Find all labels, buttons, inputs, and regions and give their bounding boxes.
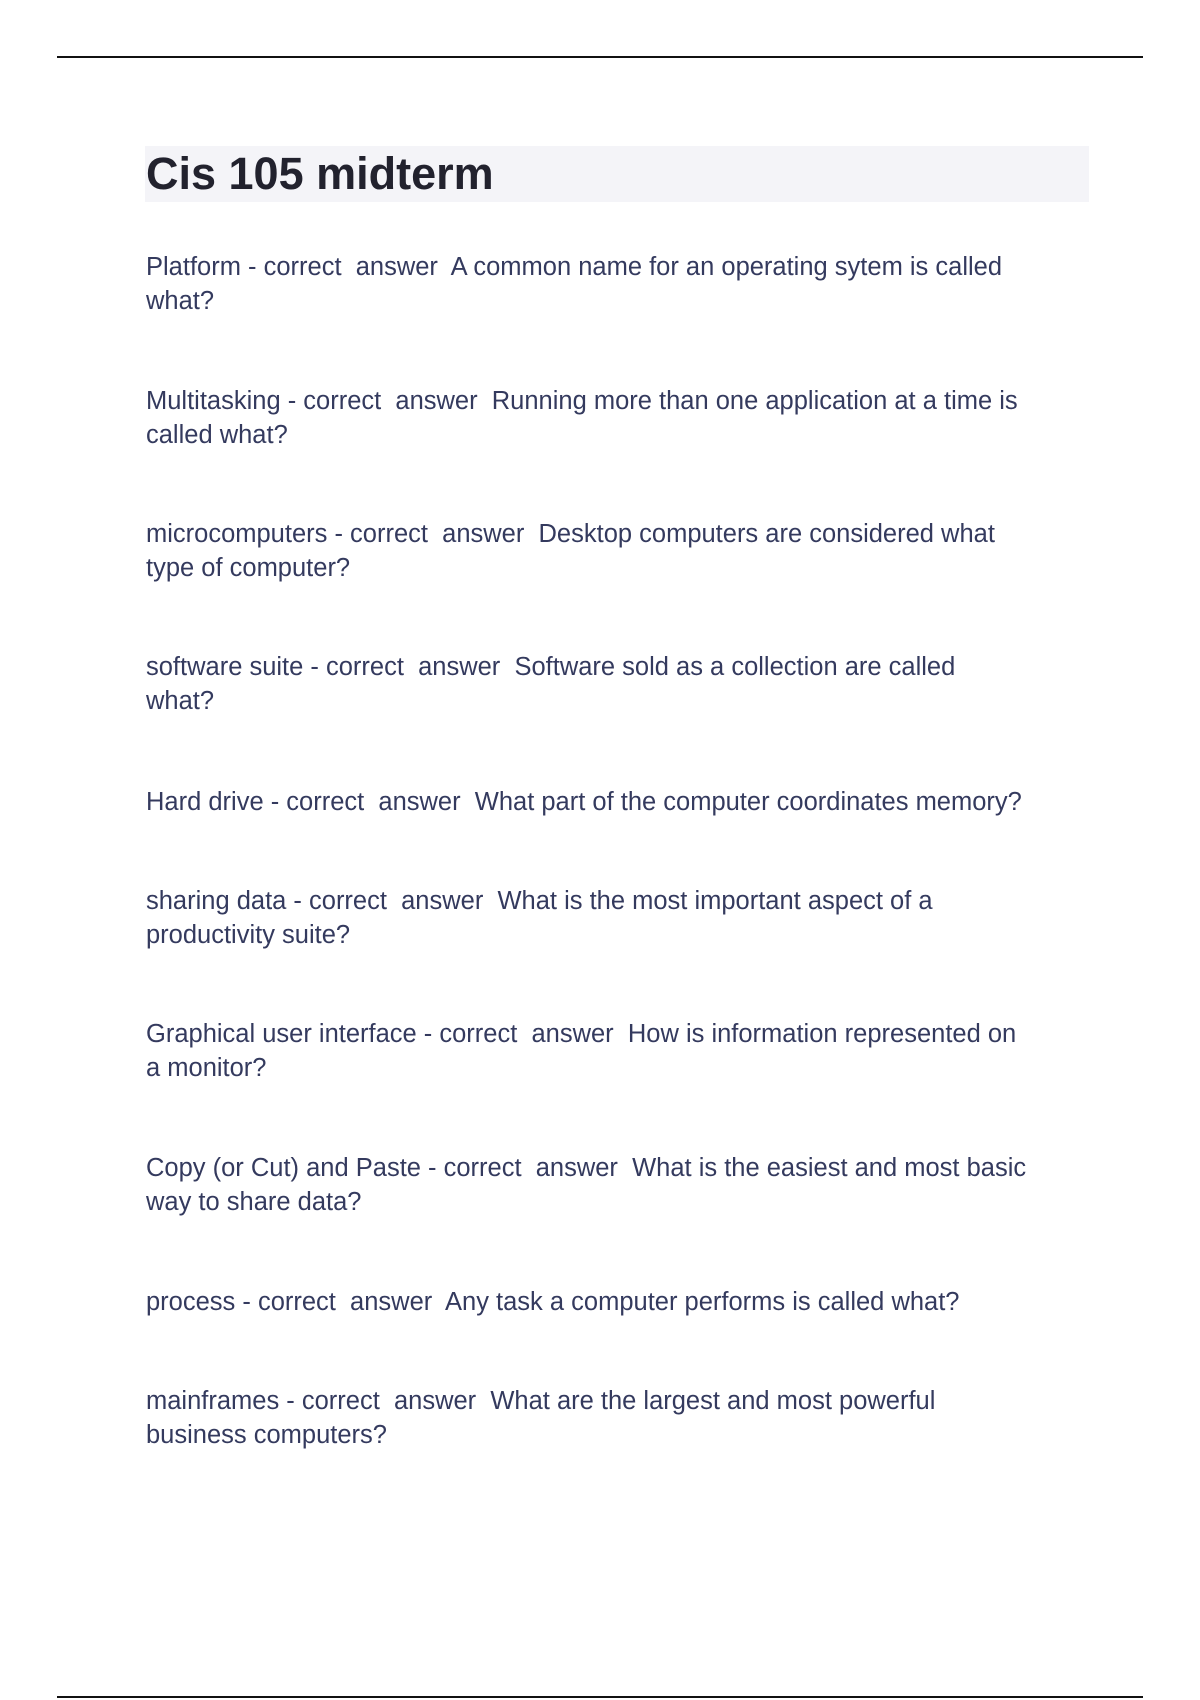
top-rule (57, 56, 1143, 58)
qa-item-sharing-data: sharing data - correct answer What is the most important aspect of a productivity suite? (146, 887, 933, 949)
bottom-rule (57, 1696, 1143, 1698)
qa-item-mainframes: mainframes - correct answer What are the largest and most powerful business computers? (146, 1387, 936, 1449)
qa-item-hard-drive: Hard drive - correct answer What part of the computer coordinates memory? (146, 788, 1022, 816)
qa-item-platform: Platform - correct answer A common name for an operating sytem is called what? (146, 253, 1003, 315)
qa-item-multitasking: Multitasking - correct answer Running more than one application at a time is called what? (146, 387, 1018, 449)
qa-item-process: process - correct answer Any task a computer performs is called what? (146, 1288, 960, 1316)
qa-item-copy-paste: Copy (or Cut) and Paste - correct answer What is the easiest and most basic way to share data? (146, 1154, 1027, 1216)
page-title: Cis 105 midterm (146, 148, 494, 199)
qa-item-microcomputers: microcomputers - correct answer Desktop computers are considered what type of computer? (146, 520, 995, 582)
qa-item-gui: Graphical user interface - correct answer How is information represented on a monitor? (146, 1020, 1017, 1082)
qa-item-software-suite: software suite - correct answer Software sold as a collection are called what? (146, 653, 956, 715)
